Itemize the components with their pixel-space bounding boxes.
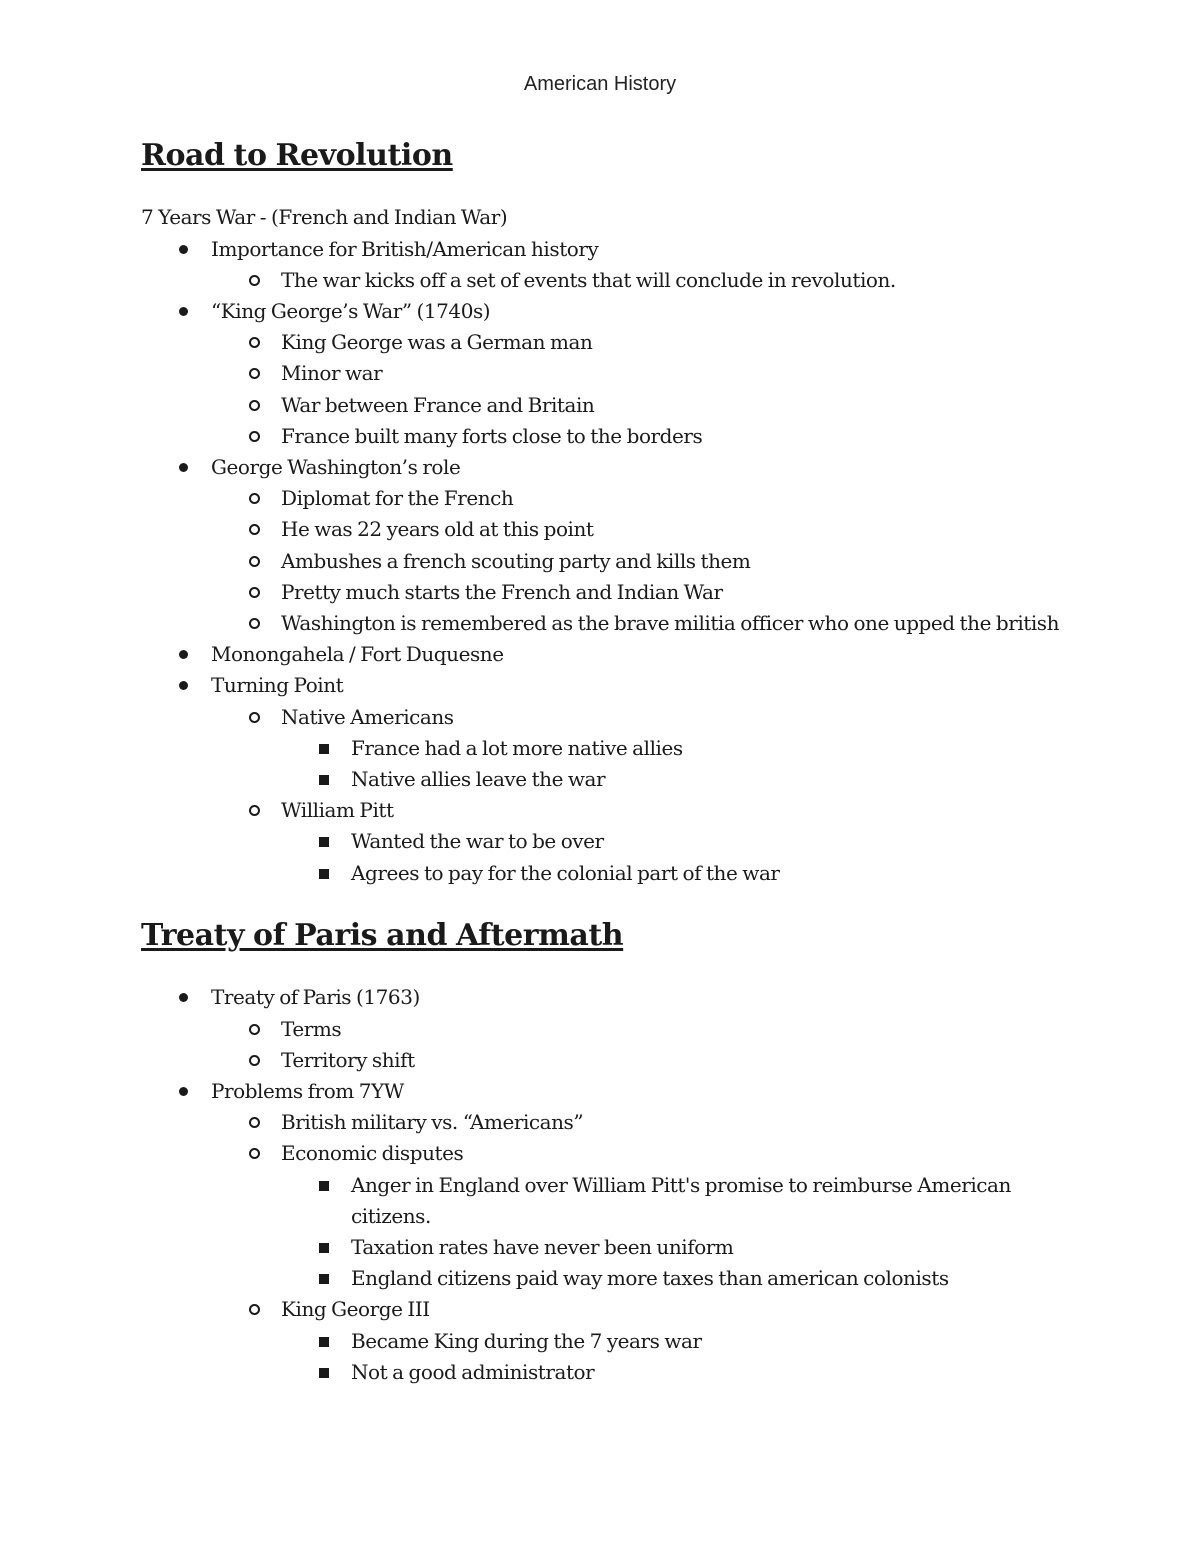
spacer (141, 171, 1061, 202)
notes-body (141, 140, 1061, 1388)
section-heading-treaty-of-paris: Treaty of Paris and Aftermath (141, 918, 624, 954)
square-bullet-icon (319, 1181, 329, 1191)
square-bullet-icon (319, 1274, 329, 1284)
filled-bullet-icon (179, 650, 188, 659)
filled-bullet-icon (179, 463, 188, 472)
list-item (211, 327, 1061, 358)
list-item (211, 390, 1061, 421)
list-item (141, 670, 1061, 888)
spacer (141, 951, 1061, 982)
square-bullet-icon (319, 1368, 329, 1378)
list-item-text: Taxation rates have never been uniform (351, 1235, 734, 1260)
hollow-bullet-icon (249, 712, 260, 723)
list-item-text: Native allies leave the war (351, 767, 606, 792)
list-item (211, 483, 1061, 514)
filled-bullet-icon (179, 1087, 188, 1096)
list-item (211, 702, 1061, 796)
list-item-text: King George was a German man (281, 330, 593, 355)
list-item-text: The war kicks off a set of events that will conclude in revolution. (281, 267, 896, 292)
list-item-text: King George III (281, 1297, 430, 1322)
list-item (281, 1263, 1061, 1294)
hollow-bullet-icon (249, 368, 260, 379)
list-item (281, 764, 1061, 795)
list-item-text: Agrees to pay for the colonial part of the war (351, 860, 780, 885)
list-item (281, 733, 1061, 764)
list-item (141, 452, 1061, 639)
list-item-text: Problems from 7YW (211, 1079, 404, 1104)
list-item (211, 421, 1061, 452)
hollow-bullet-icon (249, 493, 260, 504)
filled-bullet-icon (179, 307, 188, 316)
hollow-bullet-icon (249, 1148, 260, 1159)
list-item-text: George Washington’s role (211, 455, 461, 479)
square-bullet-icon (319, 837, 329, 847)
list-item (141, 982, 1061, 1076)
hollow-bullet-icon (249, 1024, 260, 1035)
list-item-text: Anger in England over William Pitt's promise to reimburse American citizens. (351, 1172, 1011, 1228)
list-item (211, 1014, 1061, 1045)
hollow-bullet-icon (249, 524, 260, 535)
list-item-text: Ambushes a french scouting party and kills them (281, 548, 751, 573)
list-item (281, 1232, 1061, 1263)
hollow-bullet-icon (249, 1304, 260, 1315)
list-item (211, 358, 1061, 389)
square-bullet-icon (319, 1337, 329, 1347)
list-item (141, 296, 1061, 452)
list-item-text: Turning Point (211, 673, 344, 698)
hollow-bullet-icon (249, 556, 260, 567)
list-item (281, 1170, 1061, 1232)
list-item-text: Wanted the war to be over (351, 829, 604, 854)
hollow-bullet-icon (249, 275, 260, 286)
list-item-text: Not a good administrator (351, 1359, 595, 1384)
list-item-text: Importance for British/American history (211, 236, 599, 261)
list-item-text: France had a lot more native allies (351, 735, 683, 760)
hollow-bullet-icon (249, 431, 260, 442)
list-item (211, 265, 1061, 296)
list-item-text: Pretty much starts the French and Indian War (281, 579, 723, 604)
list-item-text: William Pitt (281, 798, 394, 823)
list-item-text: England citizens paid way more taxes than american colonists (351, 1266, 949, 1291)
list-item (141, 639, 1061, 670)
filled-bullet-icon (179, 245, 188, 254)
list-item-text: Terms (281, 1016, 342, 1041)
list-item-text: Territory shift (281, 1047, 415, 1072)
list-item-text: Became King during the 7 years war (351, 1328, 702, 1353)
spacer (141, 889, 1061, 920)
list-item (211, 1294, 1061, 1388)
list-item (281, 826, 1061, 857)
list-item-text: Economic disputes (281, 1141, 464, 1166)
list-item-text: “King George’s War” (1740s) (211, 298, 491, 323)
list-item-text: Treaty of Paris (1763) (211, 985, 420, 1010)
list-item-text: War between France and Britain (281, 392, 595, 417)
list-item-text: British military vs. “Americans” (281, 1110, 584, 1135)
list-item (281, 1357, 1061, 1388)
square-bullet-icon (319, 1243, 329, 1253)
list-item (211, 1045, 1061, 1076)
list-item-text: Washington is remembered as the brave militia officer who one upped the british (281, 611, 1060, 636)
square-bullet-icon (319, 744, 329, 754)
list-item (211, 608, 1061, 639)
list-item (211, 514, 1061, 545)
square-bullet-icon (319, 775, 329, 785)
hollow-bullet-icon (249, 1117, 260, 1128)
list-item (211, 795, 1061, 889)
square-bullet-icon (319, 869, 329, 879)
hollow-bullet-icon (249, 337, 260, 348)
filled-bullet-icon (179, 681, 188, 690)
bullet-list (141, 982, 1061, 1388)
section-heading-road-to-revolution: Road to Revolution (141, 138, 453, 173)
hollow-bullet-icon (249, 618, 260, 629)
list-item-text: Native Americans (281, 704, 454, 729)
list-item-text: Monongahela / Fort Duquesne (211, 642, 504, 667)
list-item (141, 234, 1061, 296)
list-item (211, 1107, 1061, 1138)
list-item (281, 1326, 1061, 1357)
hollow-bullet-icon (249, 400, 260, 411)
filled-bullet-icon (179, 993, 188, 1002)
intro-line: 7 Years War - (French and Indian War) (141, 205, 508, 230)
list-item-text: France built many forts close to the borders (281, 423, 703, 448)
page-header: American History (523, 73, 677, 95)
hollow-bullet-icon (249, 805, 260, 816)
hollow-bullet-icon (249, 1055, 260, 1066)
hollow-bullet-icon (249, 587, 260, 598)
list-item (281, 858, 1061, 889)
bullet-list (141, 234, 1061, 889)
list-item (211, 577, 1061, 608)
list-item-text: Minor war (281, 361, 383, 386)
list-item-text: Diplomat for the French (281, 486, 514, 511)
list-item (141, 1076, 1061, 1388)
list-item (211, 546, 1061, 577)
list-item-text: He was 22 years old at this point (281, 517, 594, 542)
list-item (211, 1138, 1061, 1294)
